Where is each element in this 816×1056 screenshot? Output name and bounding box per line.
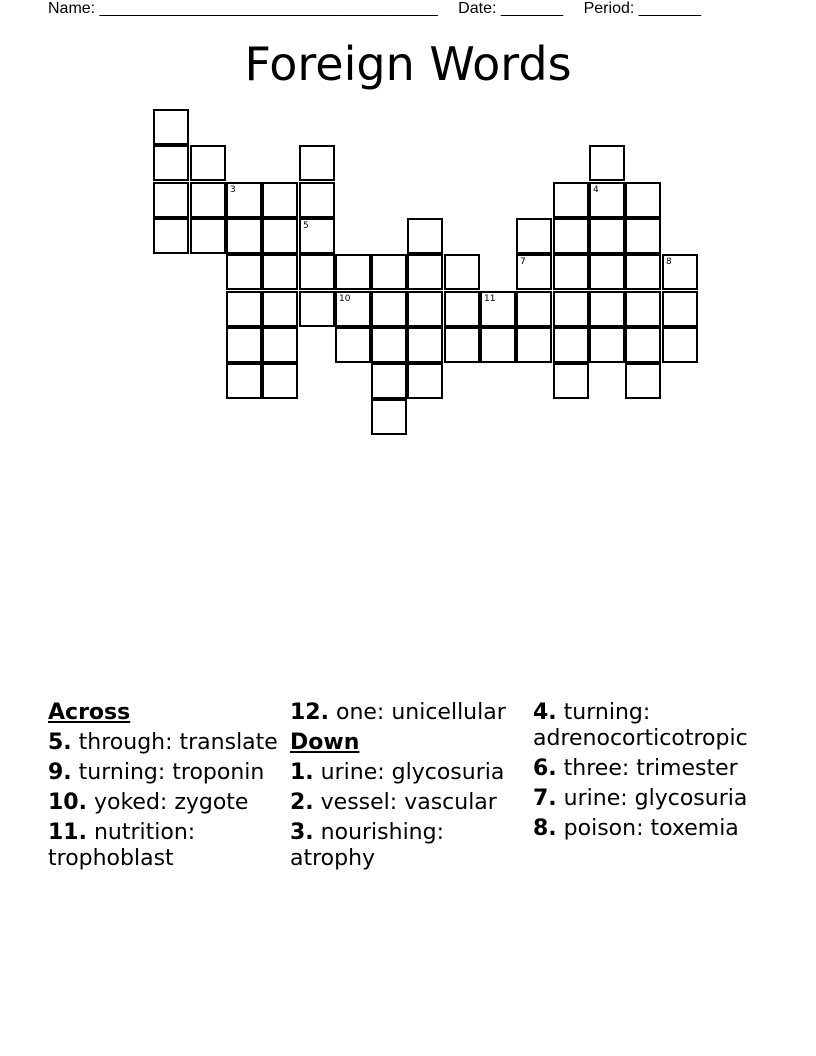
crossword-cell[interactable]: [625, 182, 661, 218]
clue-down-1: [290, 760, 528, 786]
crossword-cell[interactable]: [371, 254, 407, 290]
clue-text: turning: adrenocorticotropic: [533, 700, 748, 751]
crossword-cell[interactable]: [153, 218, 189, 254]
crossword-cell[interactable]: [589, 182, 625, 218]
clue-down-6: [533, 756, 803, 782]
crossword-cell[interactable]: [662, 327, 698, 363]
crossword-cell[interactable]: [299, 218, 335, 254]
clue-number: 4.: [533, 700, 557, 725]
clue-number: 11.: [48, 820, 87, 845]
clue-down-2: [290, 790, 528, 816]
clue-text: nourishing: atrophy: [290, 820, 445, 871]
crossword-cell[interactable]: [335, 254, 371, 290]
crossword-cell[interactable]: [625, 291, 661, 327]
crossword-cell[interactable]: [516, 291, 552, 327]
clue-number: 2.: [290, 790, 314, 815]
clue-text: vessel: vascular: [313, 790, 497, 815]
crossword-cell[interactable]: [516, 327, 552, 363]
clue-number: 7.: [533, 786, 557, 811]
crossword-cell[interactable]: [444, 327, 480, 363]
crossword-cell[interactable]: [553, 182, 589, 218]
crossword-cell[interactable]: [262, 182, 298, 218]
crossword-cell[interactable]: [371, 399, 407, 435]
crossword-cell[interactable]: [299, 182, 335, 218]
clue-number-label: 7: [520, 257, 526, 267]
clue-across-5: [48, 730, 283, 756]
clue-number: 8.: [533, 816, 557, 841]
clue-text: three: trimester: [556, 756, 738, 781]
crossword-cell[interactable]: [262, 218, 298, 254]
crossword-grid: [0, 0, 816, 420]
crossword-cell[interactable]: [589, 291, 625, 327]
crossword-cell[interactable]: [589, 218, 625, 254]
clue-number-label: 5: [303, 221, 309, 231]
crossword-cell[interactable]: [407, 327, 443, 363]
crossword-cell[interactable]: [625, 218, 661, 254]
crossword-cell[interactable]: [662, 291, 698, 327]
crossword-cell[interactable]: [153, 145, 189, 181]
crossword-cell[interactable]: [226, 218, 262, 254]
crossword-cell[interactable]: [299, 145, 335, 181]
period-field-label: Period: _______: [583, 0, 702, 17]
crossword-cell[interactable]: [190, 218, 226, 254]
crossword-cell[interactable]: [553, 218, 589, 254]
crossword-cell[interactable]: [625, 254, 661, 290]
crossword-cell[interactable]: [589, 145, 625, 181]
crossword-cell[interactable]: [407, 254, 443, 290]
crossword-cell[interactable]: [190, 182, 226, 218]
crossword-cell[interactable]: [553, 254, 589, 290]
crossword-cell[interactable]: [262, 363, 298, 399]
crossword-cell[interactable]: [299, 254, 335, 290]
clue-across-10: [48, 790, 283, 816]
clue-number: 9.: [48, 760, 72, 785]
crossword-cell[interactable]: [662, 254, 698, 290]
crossword-cell[interactable]: [371, 363, 407, 399]
clue-column-1: [48, 700, 283, 876]
crossword-cell[interactable]: [299, 291, 335, 327]
clue-down-4: [533, 700, 803, 752]
crossword-cell[interactable]: [444, 254, 480, 290]
clue-column-3: [533, 700, 803, 846]
crossword-cell[interactable]: [589, 254, 625, 290]
clue-number-label: 4: [593, 185, 599, 195]
clue-number: 3.: [290, 820, 314, 845]
clue-number-label: 11: [484, 294, 496, 304]
date-field-label: Date: _______: [458, 0, 564, 17]
clue-across-12: [290, 700, 528, 726]
crossword-cell[interactable]: [190, 145, 226, 181]
clue-down-8: [533, 816, 803, 842]
crossword-cell[interactable]: [226, 291, 262, 327]
clue-text: poison: toxemia: [556, 816, 739, 841]
clue-down-7: [533, 786, 803, 812]
clue-text: turning: troponin: [71, 760, 265, 785]
clue-text: nutrition: trophoblast: [48, 820, 196, 871]
clue-number-label: 10: [339, 294, 351, 304]
clue-number: 6.: [533, 756, 557, 781]
crossword-cell[interactable]: [516, 254, 552, 290]
clue-across-9: [48, 760, 283, 786]
crossword-cell[interactable]: [480, 291, 516, 327]
clue-text: through: translate: [71, 730, 278, 755]
crossword-cell[interactable]: [407, 291, 443, 327]
crossword-cell[interactable]: [153, 182, 189, 218]
crossword-cell[interactable]: [553, 363, 589, 399]
crossword-cell[interactable]: [407, 218, 443, 254]
crossword-cell[interactable]: [589, 327, 625, 363]
crossword-cell[interactable]: [226, 327, 262, 363]
clue-text: yoked: zygote: [86, 790, 249, 815]
crossword-cell[interactable]: [335, 327, 371, 363]
crossword-cell[interactable]: [262, 291, 298, 327]
clue-down-3: [290, 820, 528, 872]
page-title: Foreign Words: [244, 37, 572, 91]
clue-number-label: 8: [666, 257, 672, 267]
crossword-cell[interactable]: [625, 327, 661, 363]
crossword-cell[interactable]: [407, 363, 443, 399]
clue-text: one: unicellular: [328, 700, 506, 725]
clue-number: 10.: [48, 790, 87, 815]
crossword-cell[interactable]: [625, 363, 661, 399]
crossword-cell[interactable]: [371, 291, 407, 327]
clue-number: 12.: [290, 700, 329, 725]
across-heading: Across: [48, 700, 131, 725]
crossword-cell[interactable]: [553, 327, 589, 363]
crossword-cell[interactable]: [371, 327, 407, 363]
clue-number: 5.: [48, 730, 72, 755]
crossword-cell[interactable]: [335, 291, 371, 327]
clue-text: urine: glycosuria: [313, 760, 505, 785]
down-heading: Down: [290, 730, 360, 755]
crossword-cell[interactable]: [480, 327, 516, 363]
crossword-cell[interactable]: [226, 182, 262, 218]
crossword-cell[interactable]: [262, 254, 298, 290]
crossword-cell[interactable]: [262, 327, 298, 363]
crossword-cell[interactable]: [553, 291, 589, 327]
clue-column-2: [290, 700, 528, 876]
clue-number-label: 3: [230, 185, 236, 195]
crossword-cell[interactable]: [153, 109, 189, 145]
crossword-cell[interactable]: [444, 291, 480, 327]
clue-across-11: [48, 820, 283, 872]
crossword-cell[interactable]: [226, 254, 262, 290]
crossword-cell[interactable]: [226, 363, 262, 399]
clue-text: urine: glycosuria: [556, 786, 748, 811]
clue-number: 1.: [290, 760, 314, 785]
crossword-cell[interactable]: [516, 218, 552, 254]
name-field-label: Name: ______________________________________: [48, 0, 438, 17]
